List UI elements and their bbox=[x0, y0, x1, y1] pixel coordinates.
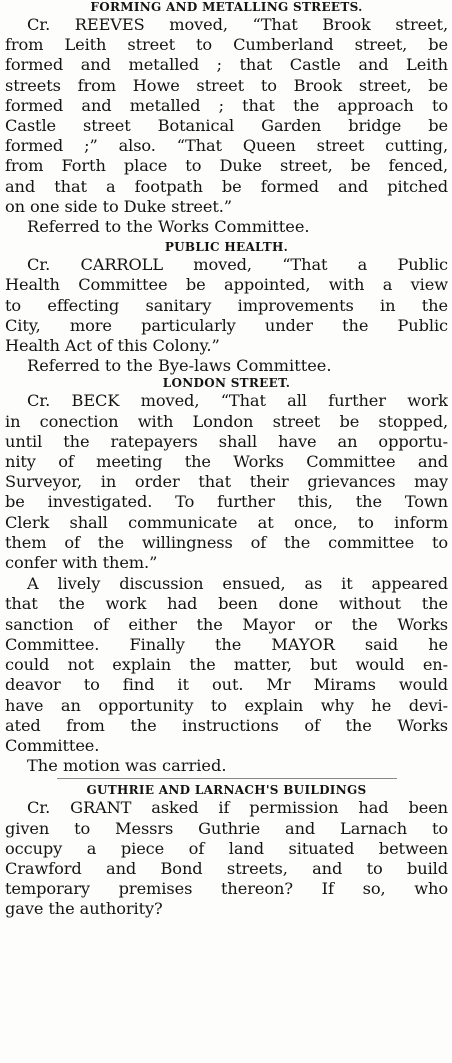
text-line: formed ;” also. “That Queen street cutting, bbox=[5, 136, 448, 156]
text-line: from Forth place to Duke street, be fenced, bbox=[5, 156, 448, 176]
section-heading-public-health: PUBLIC HEALTH. bbox=[164, 240, 289, 255]
text-line: Committee. bbox=[5, 735, 100, 755]
text-line: confer with them.” bbox=[5, 553, 158, 573]
text-line: temporary premises thereon? If so, who bbox=[5, 879, 448, 899]
text-line: formed and metalled ; that the approach to bbox=[5, 95, 448, 115]
text-line: ated from the instructions of the Works bbox=[5, 715, 448, 735]
text-line: gave the authority? bbox=[5, 899, 163, 919]
text-line: them of the willingness of the committee to bbox=[5, 532, 448, 552]
section-heading-london-street: LONDON STREET. bbox=[162, 376, 291, 391]
text-line: streets from Howe street to Brook street, be bbox=[5, 75, 448, 95]
text-line: deavor to find it out. Mr Mirams would bbox=[5, 675, 448, 695]
text-line: occupy a piece of land situated between bbox=[5, 838, 448, 858]
text-line: on one side to Duke street.” bbox=[5, 196, 232, 216]
text-line: Health Committee be appointed, with a view bbox=[5, 275, 448, 295]
text-line: in conection with London street be stopped, bbox=[5, 411, 448, 431]
text-line: that the work had been done without the bbox=[5, 594, 448, 614]
motion-result: The motion was carried. bbox=[27, 756, 227, 776]
section-divider bbox=[57, 778, 397, 780]
text-line: Cr. BECK moved, “That all further work bbox=[27, 391, 448, 411]
text-line: could not explain the matter, but would en- bbox=[5, 655, 448, 675]
text-line: Clerk shall communicate at once, to inform bbox=[5, 512, 448, 532]
text-line: Cr. REEVES moved, “That Brook street, bbox=[27, 15, 448, 34]
text-line: Committee. Finally the MAYOR said he bbox=[5, 634, 448, 654]
motion-result: Referred to the Bye-laws Committee. bbox=[27, 356, 332, 376]
section-heading-guthrie-larnach: GUTHRIE AND LARNACH'S BUILDINGS bbox=[86, 783, 367, 798]
text-line: formed and metalled ; that Castle and Leith bbox=[5, 55, 448, 75]
text-line: City, more particularly under the Public bbox=[5, 315, 448, 335]
text-line: Surveyor, in order that their grievances may bbox=[5, 472, 448, 492]
motion-result: Referred to the Works Committee. bbox=[27, 217, 310, 237]
newspaper-column bbox=[5, 0, 448, 920]
motion-paragraph-reeves bbox=[5, 15, 448, 217]
text-line: Cr. GRANT asked if permission had been bbox=[27, 798, 448, 818]
motion-paragraph-carroll bbox=[5, 255, 448, 356]
text-line: and that a footpath be formed and pitched bbox=[5, 176, 448, 196]
question-paragraph-grant bbox=[5, 798, 448, 919]
text-line: have an opportunity to explain why he devi- bbox=[5, 695, 448, 715]
text-line: Cr. CARROLL moved, “That a Public bbox=[27, 255, 448, 275]
text-line: given to Messrs Guthrie and Larnach to bbox=[5, 818, 448, 838]
text-line: until the ratepayers shall have an opportu- bbox=[5, 431, 448, 451]
text-line: Crawford and Bond streets, and to build bbox=[5, 858, 448, 878]
text-line: nity of meeting the Works Committee and bbox=[5, 452, 448, 472]
section-heading-forming-metalling: FORMING AND METALLING STREETS. bbox=[90, 0, 363, 14]
text-line: from Leith street to Cumberland street, be bbox=[5, 35, 448, 55]
text-line: Health Act of this Colony.” bbox=[5, 336, 220, 356]
text-line: to effecting sanitary improvements in the bbox=[5, 295, 448, 315]
text-line: A lively discussion ensued, as it appeared bbox=[27, 574, 448, 594]
text-line: be investigated. To further this, the Town bbox=[5, 492, 448, 512]
text-line: sanction of either the Mayor or the Works bbox=[5, 614, 448, 634]
motion-paragraph-beck bbox=[5, 391, 448, 573]
discussion-paragraph bbox=[5, 574, 448, 756]
text-line: Castle street Botanical Garden bridge be bbox=[5, 116, 448, 136]
